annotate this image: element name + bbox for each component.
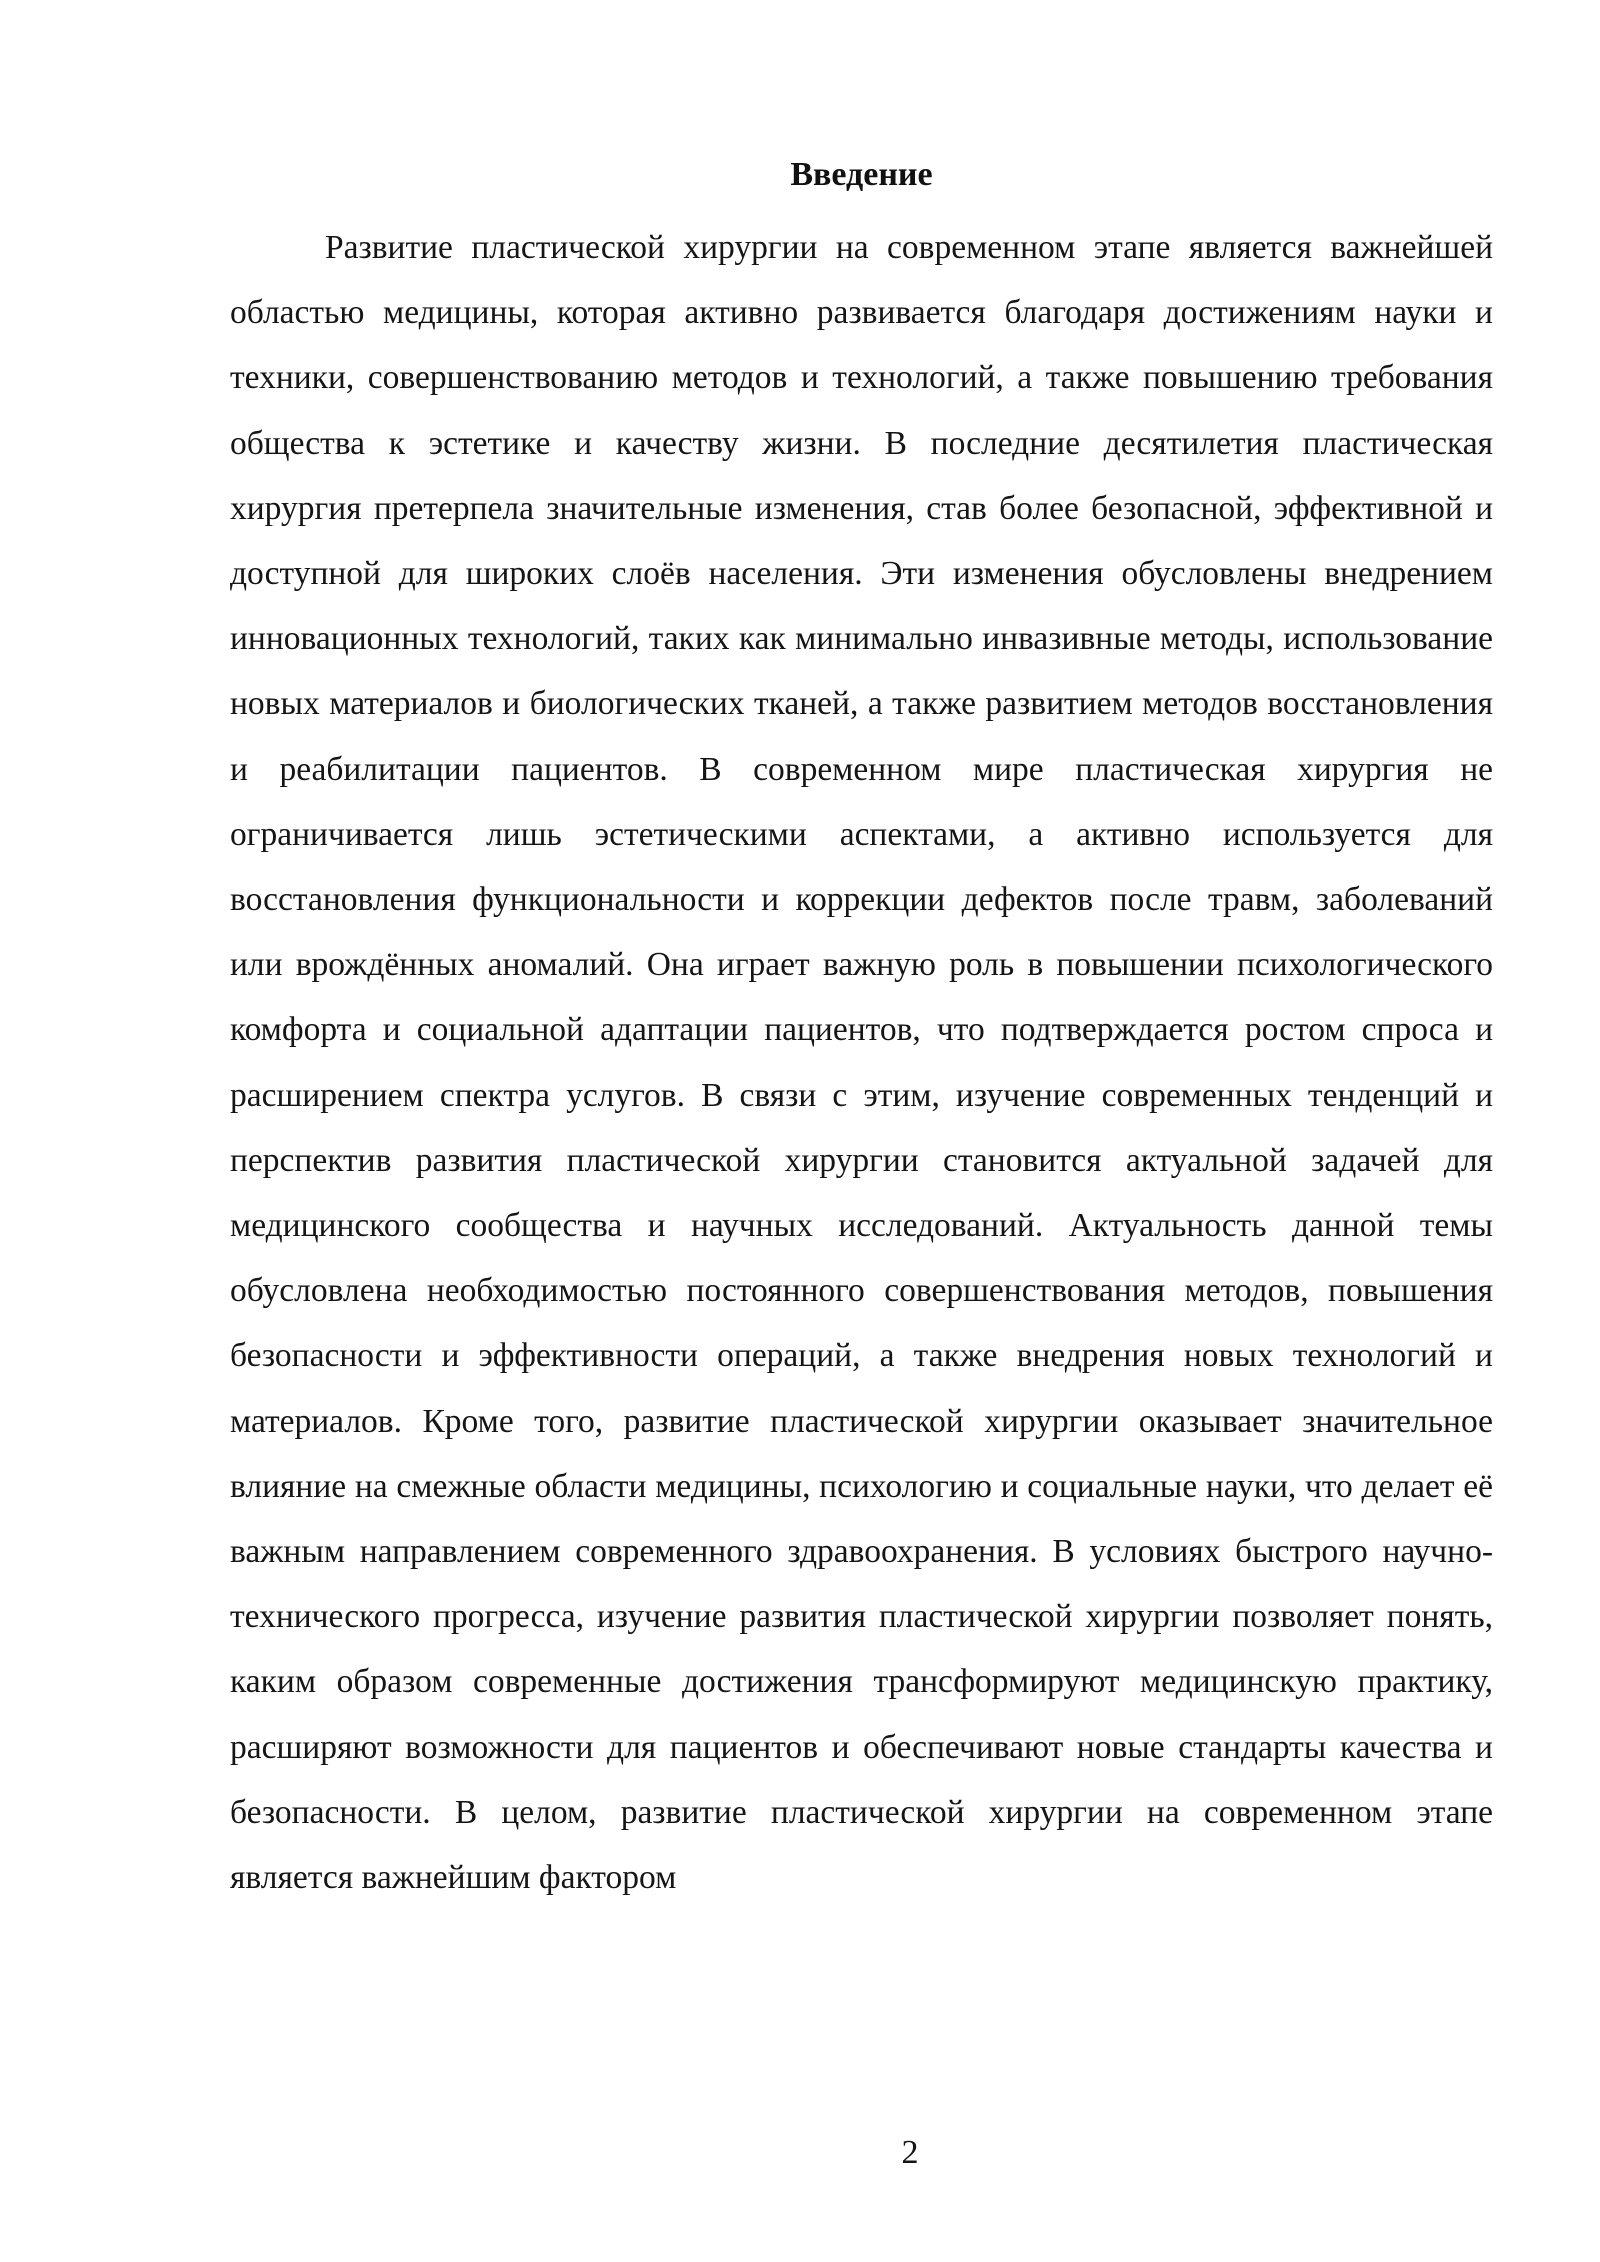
- section-heading: Введение: [790, 156, 933, 193]
- page-number: 2: [901, 2134, 919, 2171]
- body-paragraph: Развитие пластической хирургии на современном этапе является важнейшей областью медицины, которая активно развивается благодаря достижениям науки и техники, совершенствованию методов и технологий, а также повышению требования общества к эстетике и качеству жизни. В последние десятилетия пластическая хирургия претерпела значительные изменения, став более безопасной, эффективной и доступной для широких слоёв населения. Эти изменения обусловлены внедрением инновационных технологий, таких как минимально инвазивные методы, использование новых материалов и биологических тканей, а также развитием методов восстановления и реабилитации пациентов. В современном мире пластическая хирургия не ограничивается лишь эстетическими аспектами, а активно используется для восстановления функциональности и коррекции дефектов после травм, заболеваний или врождённых аномалий. Она играет важную роль в повышении психологического комфорта и социальной адаптации пациентов, что подтверждается ростом спроса и расширением спектра услугов. В связи с этим, изучение современных тенденций и перспектив развития пластической хирургии становится актуальной задачей для медицинского сообщества и научных исследований. Актуальность данной темы обусловлена необходимостью постоянного совершенствования методов, повышения безопасности и эффективности операций, а также внедрения новых технологий и материалов. Кроме того, развитие пластической хирургии оказывает значительное влияние на смежные области медицины, психологию и социальные науки, что делает её важным направлением современного здравоохранения. В условиях быстрого научно-технического прогресса, изучение развития пластической хирургии позволяет понять, каким образом современные достижения трансформируют медицинскую практику, расширяют возможности для пациентов и обеспечивают новые стандарты качества и безопасности. В целом, развитие пластической хирургии на современном этапе является важнейшим фактором: [230, 229, 1493, 1897]
